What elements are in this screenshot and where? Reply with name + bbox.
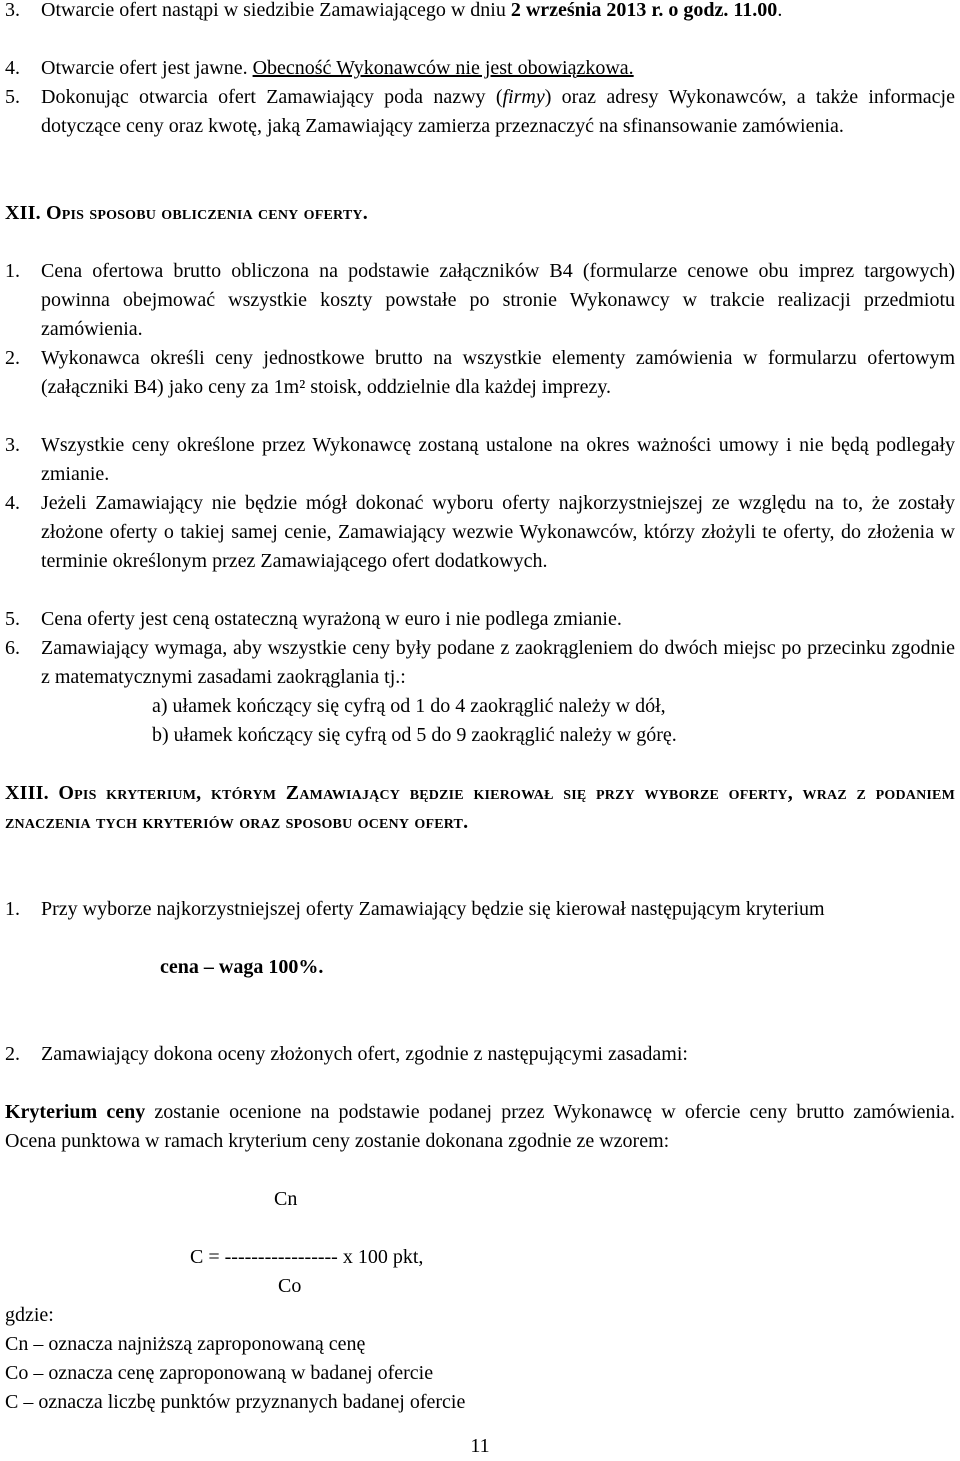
section-xii-heading [5,199,955,228]
item-number: 2. [5,347,20,369]
firmy-italic: firmy [502,86,545,108]
item-number: 2. [5,1043,20,1065]
item-text: Dokonując otwarcia ofert Zamawiający poda nazwy ( [41,86,503,108]
where-label: gdzie: [5,1304,54,1326]
item-number: 1. [5,260,20,282]
xii-item-4 [5,489,955,576]
section-title: Opis sposobu obliczenia ceny oferty. [46,202,368,224]
criterion-text: zostanie ocenione na podstawie podanej przez Wykonawcę w ofercie ceny brutto zamówienia. Ocena punktowa w ramach kryterium ceny zostanie dokonana zgodnie ze wzorem: [5,1101,955,1152]
xii-item-6 [5,634,955,692]
section-xiii-heading [5,779,955,837]
item-number: 5. [5,86,20,108]
definition-c: C – oznacza liczbę punktów przyznanych badanej ofercie [5,1391,466,1413]
page-number: 11 [470,1435,490,1457]
formula-denominator: Co [278,1275,302,1297]
item-text-end: ) oraz adresy Wykonawców, a także informacje dotyczące ceny oraz kwotę, jaką Zamawiający zamierza przeznaczyć na sfinansowanie zamówienia. [41,86,955,137]
formula-line: C = ----------------- x 100 pkt, [190,1246,424,1268]
item-text: Wszystkie ceny określone przez Wykonawcę zostaną ustalone na okres ważności umowy i nie będą podlegały zmianie. [41,434,955,485]
section-number: XII. [5,202,41,224]
xii-item-1 [5,257,955,344]
item-text: Cena oferty jest ceną ostateczną wyrażoną w euro i nie podlega zmianie. [41,608,622,630]
item-text: Wykonawca określi ceny jednostkowe brutto na wszystkie elementy zamówienia w formularzu ofertowym (załączniki B4) jako ceny za 1m² stoisk, oddzielnie dla każdej imprezy. [41,347,955,398]
xi-item-5 [5,83,955,141]
rounding-rule-b: b) ułamek kończący się cyfrą od 5 do 9 zaokrąglić należy w górę. [152,724,677,746]
opening-date: 2 września 2013 r. o godz. 11.00 [510,0,778,21]
criterion-weight: cena – waga 100%. [160,956,324,978]
item-text: Zamawiający wymaga, aby wszystkie ceny były podane z zaokrągleniem do dwóch miejsc po przecinku zgodnie z matematycznymi zasadami zaokrąglania tj.: [41,637,955,688]
item-number: 6. [5,637,20,659]
xii-item-3 [5,431,955,489]
formula-numerator: Cn [274,1188,298,1210]
xiii-item-2 [5,1040,955,1069]
section-title: Opis kryterium, którym Zamawiający będzie kierował się przy wyborze oferty, wraz z podaniem znaczenia tych kryteriów oraz sposobu oceny ofert. [5,782,955,833]
item-text-end: . [777,0,783,21]
criterion-paragraph [5,1098,955,1156]
xi-item-3 [5,0,955,25]
item-text: Jeżeli Zamawiający nie będzie mógł dokonać wyboru oferty najkorzystniejszej ze względu na to, że zostały złożone oferty o takiej samej cenie, Zamawiający wezwie Wykonawców, którzy złożyli te oferty, do złożenia w terminie określonym przez Zamawiającego ofert dodatkowych. [41,492,955,572]
attendance-note: Obecność Wykonawców nie jest obowiązkowa. [252,57,634,79]
item-number: 4. [5,492,20,514]
criterion-label: Kryterium ceny [5,1101,146,1123]
rounding-rule-a: a) ułamek kończący się cyfrą od 1 do 4 zaokrąglić należy w dół, [152,695,666,717]
xiii-item-1 [5,895,955,924]
item-number: 3. [5,434,20,456]
xi-item-4 [5,54,955,83]
item-number: 3. [5,0,20,21]
item-number: 1. [5,898,20,920]
item-number: 5. [5,608,20,630]
item-text: Cena ofertowa brutto obliczona na podstawie załączników B4 (formularze cenowe obu imprez targowych) powinna obejmować wszystkie koszty powstałe po stronie Wykonawcy w trakcie realizacji przedmiotu zamówienia. [41,260,955,340]
item-number: 4. [5,57,20,79]
xii-item-2 [5,344,955,402]
item-text: Otwarcie ofert jest jawne. [41,57,253,79]
section-number: XIII. [5,782,49,804]
item-text: Otwarcie ofert nastąpi w siedzibie Zamawiającego w dniu [41,0,511,21]
definition-cn: Cn – oznacza najniższą zaproponowaną cenę [5,1333,366,1355]
xii-item-5 [5,605,955,634]
definition-co: Co – oznacza cenę zaproponowaną w badanej ofercie [5,1362,434,1384]
item-text: Przy wyborze najkorzystniejszej oferty Zamawiający będzie się kierował następującym kryterium [41,898,825,920]
item-text: Zamawiający dokona oceny złożonych ofert, zgodnie z następującymi zasadami: [41,1043,688,1065]
